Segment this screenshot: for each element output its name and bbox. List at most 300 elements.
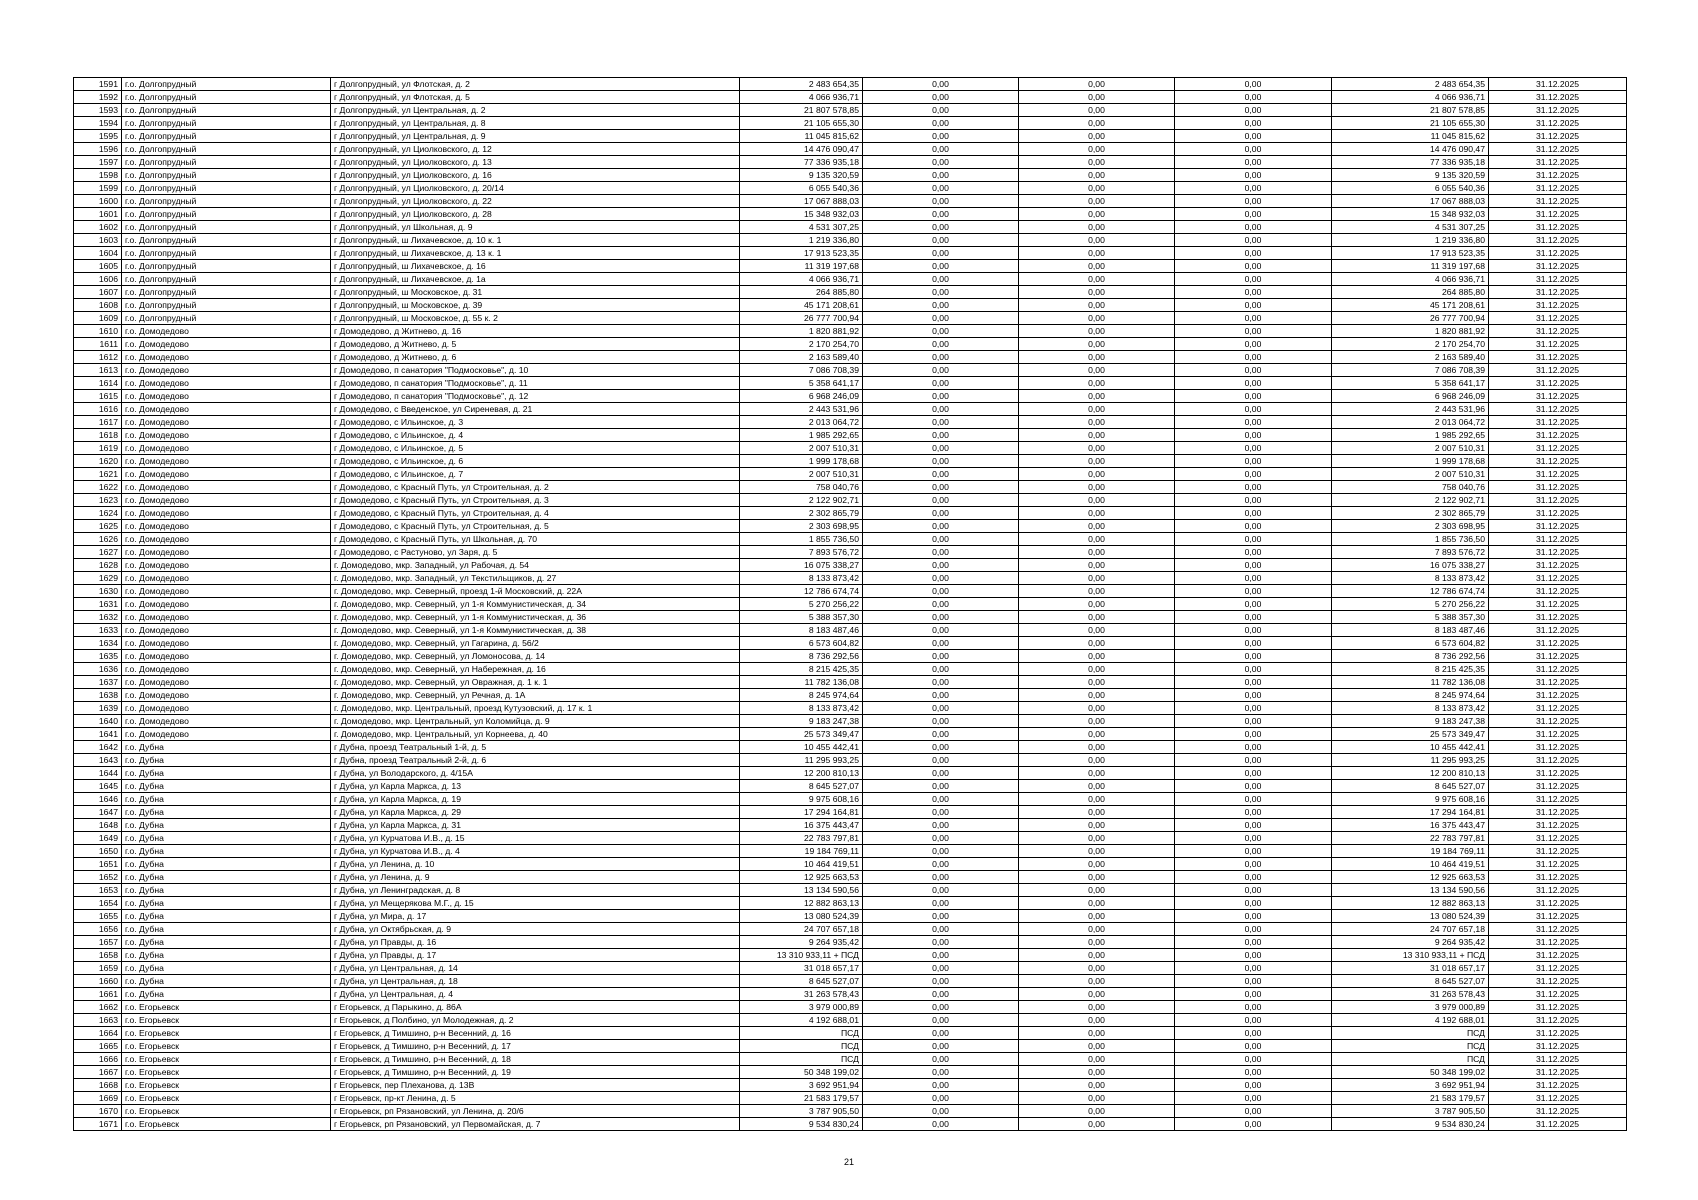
- table-row: [74, 637, 1627, 650]
- total-cost-cell: 21 105 655,30: [740, 117, 863, 130]
- zero-value-cell: 0,00: [1175, 299, 1332, 312]
- municipality-cell: г.о. Домодедово: [122, 598, 331, 611]
- total-cost-cell: 15 348 932,03: [740, 208, 863, 221]
- zero-value-cell: 0,00: [863, 988, 1019, 1001]
- address-cell: г. Домодедово, мкр. Центральный, ул Коломийца, д. 9: [331, 715, 740, 728]
- regional-fund-cell: 2 303 698,95: [1332, 520, 1489, 533]
- zero-value-cell: 0,00: [1175, 338, 1332, 351]
- row-number: 1637: [74, 676, 122, 689]
- row-number: 1669: [74, 1092, 122, 1105]
- zero-value-cell: 0,00: [1019, 1053, 1175, 1066]
- row-number: 1666: [74, 1053, 122, 1066]
- zero-value-cell: 0,00: [1019, 962, 1175, 975]
- address-cell: г Дубна, ул Ленинградская, д. 8: [331, 884, 740, 897]
- address-cell: г Домодедово, с Ильинское, д. 7: [331, 468, 740, 481]
- regional-fund-cell: 1 855 736,50: [1332, 533, 1489, 546]
- deadline-cell: 31.12.2025: [1489, 1092, 1627, 1105]
- deadline-cell: 31.12.2025: [1489, 1118, 1627, 1131]
- address-cell: г. Домодедово, мкр. Западный, ул Текстильщиков, д. 27: [331, 572, 740, 585]
- address-cell: г Долгопрудный, ш Московское, д. 55 к. 2: [331, 312, 740, 325]
- total-cost-cell: ПСД: [740, 1027, 863, 1040]
- table-row: [74, 1066, 1627, 1079]
- zero-value-cell: 0,00: [863, 494, 1019, 507]
- address-cell: г Долгопрудный, ул Школьная, д. 9: [331, 221, 740, 234]
- regional-fund-cell: 264 885,80: [1332, 286, 1489, 299]
- total-cost-cell: 4 192 688,01: [740, 1014, 863, 1027]
- zero-value-cell: 0,00: [1019, 78, 1175, 91]
- zero-value-cell: 0,00: [1175, 1001, 1332, 1014]
- zero-value-cell: 0,00: [1019, 832, 1175, 845]
- address-cell: г. Домодедово, мкр. Западный, ул Рабочая, д. 54: [331, 559, 740, 572]
- regional-fund-cell: 2 007 510,31: [1332, 468, 1489, 481]
- regional-fund-cell: 4 192 688,01: [1332, 1014, 1489, 1027]
- zero-value-cell: 0,00: [863, 520, 1019, 533]
- zero-value-cell: 0,00: [1175, 702, 1332, 715]
- zero-value-cell: 0,00: [1019, 234, 1175, 247]
- municipality-cell: г.о. Домодедово: [122, 351, 331, 364]
- zero-value-cell: 0,00: [863, 741, 1019, 754]
- zero-value-cell: 0,00: [863, 338, 1019, 351]
- regional-fund-cell: 2 007 510,31: [1332, 442, 1489, 455]
- regional-fund-cell: ПСД: [1332, 1027, 1489, 1040]
- total-cost-cell: 4 066 936,71: [740, 273, 863, 286]
- municipality-cell: г.о. Егорьевск: [122, 1014, 331, 1027]
- zero-value-cell: 0,00: [1019, 754, 1175, 767]
- zero-value-cell: 0,00: [1019, 923, 1175, 936]
- zero-value-cell: 0,00: [1175, 936, 1332, 949]
- total-cost-cell: 10 464 419,51: [740, 858, 863, 871]
- zero-value-cell: 0,00: [1019, 208, 1175, 221]
- zero-value-cell: 0,00: [863, 117, 1019, 130]
- address-cell: г Долгопрудный, ш Московское, д. 31: [331, 286, 740, 299]
- municipality-cell: г.о. Егорьевск: [122, 1027, 331, 1040]
- municipality-cell: г.о. Домодедово: [122, 663, 331, 676]
- zero-value-cell: 0,00: [863, 195, 1019, 208]
- row-number: 1638: [74, 689, 122, 702]
- total-cost-cell: 17 294 164,81: [740, 806, 863, 819]
- regional-fund-cell: 5 270 256,22: [1332, 598, 1489, 611]
- deadline-cell: 31.12.2025: [1489, 442, 1627, 455]
- deadline-cell: 31.12.2025: [1489, 546, 1627, 559]
- zero-value-cell: 0,00: [1019, 689, 1175, 702]
- regional-fund-cell: 4 066 936,71: [1332, 273, 1489, 286]
- regional-fund-cell: 9 264 935,42: [1332, 936, 1489, 949]
- zero-value-cell: 0,00: [1175, 754, 1332, 767]
- zero-value-cell: 0,00: [1019, 611, 1175, 624]
- zero-value-cell: 0,00: [1175, 429, 1332, 442]
- zero-value-cell: 0,00: [863, 104, 1019, 117]
- zero-value-cell: 0,00: [1019, 728, 1175, 741]
- row-number: 1605: [74, 260, 122, 273]
- regional-fund-cell: 5 358 641,17: [1332, 377, 1489, 390]
- zero-value-cell: 0,00: [1175, 767, 1332, 780]
- address-cell: г Долгопрудный, ул Циолковского, д. 12: [331, 143, 740, 156]
- table-row: [74, 572, 1627, 585]
- zero-value-cell: 0,00: [1019, 117, 1175, 130]
- table-row: [74, 598, 1627, 611]
- table-row: [74, 299, 1627, 312]
- zero-value-cell: 0,00: [863, 533, 1019, 546]
- zero-value-cell: 0,00: [1019, 442, 1175, 455]
- regional-fund-cell: 26 777 700,94: [1332, 312, 1489, 325]
- regional-fund-cell: 22 783 797,81: [1332, 832, 1489, 845]
- zero-value-cell: 0,00: [1175, 546, 1332, 559]
- row-number: 1612: [74, 351, 122, 364]
- deadline-cell: 31.12.2025: [1489, 715, 1627, 728]
- zero-value-cell: 0,00: [1019, 91, 1175, 104]
- zero-value-cell: 0,00: [1175, 533, 1332, 546]
- total-cost-cell: 12 882 863,13: [740, 897, 863, 910]
- municipality-cell: г.о. Дубна: [122, 923, 331, 936]
- municipality-cell: г.о. Дубна: [122, 897, 331, 910]
- total-cost-cell: 1 985 292,65: [740, 429, 863, 442]
- table-row: [74, 962, 1627, 975]
- total-cost-cell: 13 080 524,39: [740, 910, 863, 923]
- municipality-cell: г.о. Егорьевск: [122, 1118, 331, 1131]
- row-number: 1648: [74, 819, 122, 832]
- table-row: [74, 806, 1627, 819]
- zero-value-cell: 0,00: [863, 455, 1019, 468]
- address-cell: г Долгопрудный, ш Московское, д. 39: [331, 299, 740, 312]
- regional-fund-cell: 4 066 936,71: [1332, 91, 1489, 104]
- address-cell: г Долгопрудный, ш Лихачевское, д. 1а: [331, 273, 740, 286]
- address-cell: г Долгопрудный, ул Циолковского, д. 20/14: [331, 182, 740, 195]
- address-cell: г Дубна, ул Курчатова И.В., д. 15: [331, 832, 740, 845]
- page-number: 21: [843, 1157, 854, 1167]
- regional-fund-cell: 11 045 815,62: [1332, 130, 1489, 143]
- address-cell: г. Домодедово, мкр. Северный, ул 1-я Коммунистическая, д. 38: [331, 624, 740, 637]
- regional-fund-cell: 21 807 578,85: [1332, 104, 1489, 117]
- total-cost-cell: 2 443 531,96: [740, 403, 863, 416]
- row-number: 1624: [74, 507, 122, 520]
- zero-value-cell: 0,00: [863, 1105, 1019, 1118]
- address-cell: г Домодедово, с Введенское, ул Сиреневая, д. 21: [331, 403, 740, 416]
- zero-value-cell: 0,00: [863, 468, 1019, 481]
- regional-fund-cell: 2 122 902,71: [1332, 494, 1489, 507]
- deadline-cell: 31.12.2025: [1489, 1105, 1627, 1118]
- zero-value-cell: 0,00: [1175, 858, 1332, 871]
- regional-fund-cell: 1 985 292,65: [1332, 429, 1489, 442]
- regional-fund-cell: 8 645 527,07: [1332, 975, 1489, 988]
- total-cost-cell: 14 476 090,47: [740, 143, 863, 156]
- row-number: 1592: [74, 91, 122, 104]
- zero-value-cell: 0,00: [1019, 169, 1175, 182]
- total-cost-cell: 8 183 487,46: [740, 624, 863, 637]
- zero-value-cell: 0,00: [1175, 1118, 1332, 1131]
- address-cell: г Домодедово, п санатория "Подмосковье", д. 11: [331, 377, 740, 390]
- address-cell: г Дубна, проезд Театральный 1-й, д. 5: [331, 741, 740, 754]
- zero-value-cell: 0,00: [863, 728, 1019, 741]
- table-row: [74, 507, 1627, 520]
- total-cost-cell: 2 013 064,72: [740, 416, 863, 429]
- regional-fund-cell: 45 171 208,61: [1332, 299, 1489, 312]
- total-cost-cell: 7 893 576,72: [740, 546, 863, 559]
- regional-fund-cell: ПСД: [1332, 1053, 1489, 1066]
- table-row: [74, 377, 1627, 390]
- deadline-cell: 31.12.2025: [1489, 130, 1627, 143]
- zero-value-cell: 0,00: [1175, 1040, 1332, 1053]
- municipality-cell: г.о. Егорьевск: [122, 1079, 331, 1092]
- row-number: 1610: [74, 325, 122, 338]
- table-row: [74, 754, 1627, 767]
- total-cost-cell: 3 787 905,50: [740, 1105, 863, 1118]
- table-row: [74, 520, 1627, 533]
- municipality-cell: г.о. Долгопрудный: [122, 195, 331, 208]
- address-cell: г Домодедово, с Красный Путь, ул Строительная, д. 2: [331, 481, 740, 494]
- municipality-cell: г.о. Дубна: [122, 819, 331, 832]
- total-cost-cell: 3 692 951,94: [740, 1079, 863, 1092]
- address-cell: г Домодедово, с Красный Путь, ул Строительная, д. 4: [331, 507, 740, 520]
- zero-value-cell: 0,00: [863, 234, 1019, 247]
- regional-fund-cell: 11 295 993,25: [1332, 754, 1489, 767]
- address-cell: г. Домодедово, мкр. Центральный, ул Корнеева, д. 40: [331, 728, 740, 741]
- zero-value-cell: 0,00: [863, 481, 1019, 494]
- table-row: [74, 780, 1627, 793]
- row-number: 1631: [74, 598, 122, 611]
- regional-fund-cell: 12 200 810,13: [1332, 767, 1489, 780]
- zero-value-cell: 0,00: [1019, 780, 1175, 793]
- table-row: [74, 351, 1627, 364]
- table-row: [74, 1053, 1627, 1066]
- regional-fund-cell: 11 319 197,68: [1332, 260, 1489, 273]
- deadline-cell: 31.12.2025: [1489, 572, 1627, 585]
- municipality-cell: г.о. Домодедово: [122, 585, 331, 598]
- deadline-cell: 31.12.2025: [1489, 234, 1627, 247]
- deadline-cell: 31.12.2025: [1489, 273, 1627, 286]
- row-number: 1635: [74, 650, 122, 663]
- deadline-cell: 31.12.2025: [1489, 598, 1627, 611]
- total-cost-cell: 13 134 590,56: [740, 884, 863, 897]
- total-cost-cell: 5 388 357,30: [740, 611, 863, 624]
- deadline-cell: 31.12.2025: [1489, 221, 1627, 234]
- address-cell: г Дубна, ул Карла Маркса, д. 13: [331, 780, 740, 793]
- table-row: [74, 169, 1627, 182]
- regional-fund-cell: 9 975 608,16: [1332, 793, 1489, 806]
- total-cost-cell: 11 319 197,68: [740, 260, 863, 273]
- table-row: [74, 468, 1627, 481]
- table-row: [74, 819, 1627, 832]
- zero-value-cell: 0,00: [1019, 481, 1175, 494]
- zero-value-cell: 0,00: [863, 208, 1019, 221]
- zero-value-cell: 0,00: [1019, 156, 1175, 169]
- municipality-cell: г.о. Дубна: [122, 884, 331, 897]
- address-cell: г Домодедово, с Растуново, ул Заря, д. 5: [331, 546, 740, 559]
- zero-value-cell: 0,00: [863, 1001, 1019, 1014]
- row-number: 1662: [74, 1001, 122, 1014]
- address-cell: г Дубна, ул Правды, д. 17: [331, 949, 740, 962]
- repair-register-table: [73, 77, 1627, 1131]
- row-number: 1653: [74, 884, 122, 897]
- row-number: 1665: [74, 1040, 122, 1053]
- zero-value-cell: 0,00: [863, 260, 1019, 273]
- zero-value-cell: 0,00: [863, 377, 1019, 390]
- deadline-cell: 31.12.2025: [1489, 637, 1627, 650]
- regional-fund-cell: 21 105 655,30: [1332, 117, 1489, 130]
- regional-fund-cell: 13 310 933,11 + ПСД: [1332, 949, 1489, 962]
- deadline-cell: 31.12.2025: [1489, 468, 1627, 481]
- address-cell: г Долгопрудный, ул Центральная, д. 2: [331, 104, 740, 117]
- zero-value-cell: 0,00: [1175, 871, 1332, 884]
- table-row: [74, 416, 1627, 429]
- row-number: 1658: [74, 949, 122, 962]
- zero-value-cell: 0,00: [1019, 1001, 1175, 1014]
- address-cell: г. Домодедово, мкр. Северный, ул Овражная, д. 1 к. 1: [331, 676, 740, 689]
- deadline-cell: 31.12.2025: [1489, 481, 1627, 494]
- address-cell: г. Домодедово, мкр. Северный, ул 1-я Коммунистическая, д. 34: [331, 598, 740, 611]
- total-cost-cell: 8 645 527,07: [740, 780, 863, 793]
- zero-value-cell: 0,00: [1019, 143, 1175, 156]
- zero-value-cell: 0,00: [863, 429, 1019, 442]
- municipality-cell: г.о. Домодедово: [122, 442, 331, 455]
- total-cost-cell: 9 135 320,59: [740, 169, 863, 182]
- address-cell: г. Домодедово, мкр. Северный, ул Гагарина, д. 56/2: [331, 637, 740, 650]
- total-cost-cell: 9 183 247,38: [740, 715, 863, 728]
- table-row: [74, 364, 1627, 377]
- zero-value-cell: 0,00: [1175, 715, 1332, 728]
- regional-fund-cell: 6 055 540,36: [1332, 182, 1489, 195]
- deadline-cell: 31.12.2025: [1489, 923, 1627, 936]
- deadline-cell: 31.12.2025: [1489, 156, 1627, 169]
- zero-value-cell: 0,00: [1019, 286, 1175, 299]
- table-row: [74, 481, 1627, 494]
- regional-fund-cell: 17 067 888,03: [1332, 195, 1489, 208]
- zero-value-cell: 0,00: [863, 221, 1019, 234]
- municipality-cell: г.о. Долгопрудный: [122, 260, 331, 273]
- total-cost-cell: 11 045 815,62: [740, 130, 863, 143]
- deadline-cell: 31.12.2025: [1489, 208, 1627, 221]
- zero-value-cell: 0,00: [1175, 832, 1332, 845]
- regional-fund-cell: 758 040,76: [1332, 481, 1489, 494]
- zero-value-cell: 0,00: [1175, 1053, 1332, 1066]
- address-cell: г Домодедово, д Житнево, д. 6: [331, 351, 740, 364]
- zero-value-cell: 0,00: [863, 897, 1019, 910]
- municipality-cell: г.о. Домодедово: [122, 364, 331, 377]
- row-number: 1668: [74, 1079, 122, 1092]
- municipality-cell: г.о. Долгопрудный: [122, 182, 331, 195]
- municipality-cell: г.о. Дубна: [122, 871, 331, 884]
- zero-value-cell: 0,00: [1019, 325, 1175, 338]
- municipality-cell: г.о. Долгопрудный: [122, 130, 331, 143]
- municipality-cell: г.о. Дубна: [122, 975, 331, 988]
- zero-value-cell: 0,00: [1019, 910, 1175, 923]
- zero-value-cell: 0,00: [863, 390, 1019, 403]
- table-row: [74, 156, 1627, 169]
- deadline-cell: 31.12.2025: [1489, 1014, 1627, 1027]
- row-number: 1645: [74, 780, 122, 793]
- municipality-cell: г.о. Дубна: [122, 780, 331, 793]
- address-cell: г Дубна, ул Октябрьская, д. 9: [331, 923, 740, 936]
- table-row: [74, 234, 1627, 247]
- total-cost-cell: 2 170 254,70: [740, 338, 863, 351]
- regional-fund-cell: 9 135 320,59: [1332, 169, 1489, 182]
- regional-fund-cell: 5 388 357,30: [1332, 611, 1489, 624]
- municipality-cell: г.о. Домодедово: [122, 689, 331, 702]
- address-cell: г Дубна, ул Ленина, д. 9: [331, 871, 740, 884]
- deadline-cell: 31.12.2025: [1489, 884, 1627, 897]
- municipality-cell: г.о. Егорьевск: [122, 1066, 331, 1079]
- deadline-cell: 31.12.2025: [1489, 377, 1627, 390]
- address-cell: г Егорьевск, д Тимшино, р-н Весенний, д. 18: [331, 1053, 740, 1066]
- row-number: 1671: [74, 1118, 122, 1131]
- row-number: 1627: [74, 546, 122, 559]
- row-number: 1639: [74, 702, 122, 715]
- regional-fund-cell: 8 736 292,56: [1332, 650, 1489, 663]
- table-row: [74, 455, 1627, 468]
- zero-value-cell: 0,00: [863, 1066, 1019, 1079]
- row-number: 1594: [74, 117, 122, 130]
- address-cell: г Егорьевск, пр-кт Ленина, д. 5: [331, 1092, 740, 1105]
- zero-value-cell: 0,00: [1175, 975, 1332, 988]
- regional-fund-cell: 24 707 657,18: [1332, 923, 1489, 936]
- zero-value-cell: 0,00: [1175, 260, 1332, 273]
- deadline-cell: 31.12.2025: [1489, 624, 1627, 637]
- table-row: [74, 910, 1627, 923]
- zero-value-cell: 0,00: [863, 806, 1019, 819]
- zero-value-cell: 0,00: [1175, 442, 1332, 455]
- zero-value-cell: 0,00: [863, 923, 1019, 936]
- regional-fund-cell: 4 531 307,25: [1332, 221, 1489, 234]
- table-row: [74, 182, 1627, 195]
- zero-value-cell: 0,00: [1175, 663, 1332, 676]
- zero-value-cell: 0,00: [863, 910, 1019, 923]
- zero-value-cell: 0,00: [1019, 351, 1175, 364]
- address-cell: г. Домодедово, мкр. Северный, ул Набережная, д. 16: [331, 663, 740, 676]
- municipality-cell: г.о. Домодедово: [122, 468, 331, 481]
- deadline-cell: 31.12.2025: [1489, 559, 1627, 572]
- municipality-cell: г.о. Егорьевск: [122, 1001, 331, 1014]
- total-cost-cell: ПСД: [740, 1053, 863, 1066]
- deadline-cell: 31.12.2025: [1489, 325, 1627, 338]
- regional-fund-cell: 77 336 935,18: [1332, 156, 1489, 169]
- zero-value-cell: 0,00: [1019, 715, 1175, 728]
- table-row: [74, 663, 1627, 676]
- deadline-cell: 31.12.2025: [1489, 507, 1627, 520]
- zero-value-cell: 0,00: [1019, 221, 1175, 234]
- municipality-cell: г.о. Егорьевск: [122, 1092, 331, 1105]
- municipality-cell: г.о. Долгопрудный: [122, 117, 331, 130]
- zero-value-cell: 0,00: [1019, 520, 1175, 533]
- municipality-cell: г.о. Долгопрудный: [122, 78, 331, 91]
- total-cost-cell: 2 483 654,35: [740, 78, 863, 91]
- row-number: 1599: [74, 182, 122, 195]
- zero-value-cell: 0,00: [1019, 312, 1175, 325]
- zero-value-cell: 0,00: [1175, 494, 1332, 507]
- zero-value-cell: 0,00: [1019, 182, 1175, 195]
- zero-value-cell: 0,00: [1019, 676, 1175, 689]
- row-number: 1626: [74, 533, 122, 546]
- zero-value-cell: 0,00: [1019, 403, 1175, 416]
- zero-value-cell: 0,00: [1175, 780, 1332, 793]
- row-number: 1663: [74, 1014, 122, 1027]
- row-number: 1634: [74, 637, 122, 650]
- total-cost-cell: 2 302 865,79: [740, 507, 863, 520]
- regional-fund-cell: 7 893 576,72: [1332, 546, 1489, 559]
- address-cell: г Долгопрудный, ул Центральная, д. 8: [331, 117, 740, 130]
- zero-value-cell: 0,00: [1019, 494, 1175, 507]
- row-number: 1650: [74, 845, 122, 858]
- total-cost-cell: 17 067 888,03: [740, 195, 863, 208]
- municipality-cell: г.о. Долгопрудный: [122, 156, 331, 169]
- deadline-cell: 31.12.2025: [1489, 338, 1627, 351]
- zero-value-cell: 0,00: [1175, 507, 1332, 520]
- regional-fund-cell: 3 692 951,94: [1332, 1079, 1489, 1092]
- municipality-cell: г.о. Долгопрудный: [122, 299, 331, 312]
- zero-value-cell: 0,00: [1019, 1105, 1175, 1118]
- municipality-cell: г.о. Домодедово: [122, 325, 331, 338]
- municipality-cell: г.о. Домодедово: [122, 728, 331, 741]
- address-cell: г Егорьевск, д Тимшино, р-н Весенний, д. 19: [331, 1066, 740, 1079]
- total-cost-cell: 10 455 442,41: [740, 741, 863, 754]
